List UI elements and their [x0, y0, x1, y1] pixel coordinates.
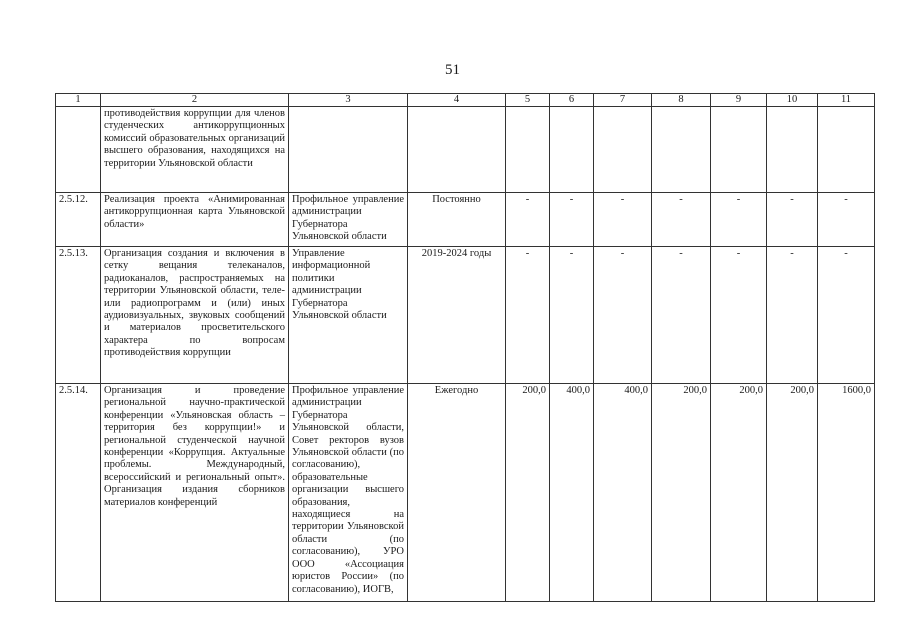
- row-name: Организация создания и включения в сетку вещания телеканалов, радиоканалов, распространяемых на территории Ульяновской области, теле- или радиопрограмм и (или) иных аудиовизуальных, звуковых сообщений и материалов просветительского характера по вопросам противодействия коррупции: [101, 247, 289, 384]
- row-value: [550, 107, 594, 193]
- row-value: 400,0: [594, 384, 652, 602]
- row-value: -: [506, 193, 550, 247]
- header-cell: 8: [652, 94, 711, 107]
- row-value: -: [818, 193, 875, 247]
- row-value: -: [767, 193, 818, 247]
- header-cell: 4: [408, 94, 506, 107]
- row-value: -: [594, 193, 652, 247]
- row-number: 2.5.14.: [56, 384, 101, 602]
- row-value: [594, 107, 652, 193]
- row-value: -: [711, 193, 767, 247]
- header-cell: 9: [711, 94, 767, 107]
- header-cell: 11: [818, 94, 875, 107]
- header-cell: 6: [550, 94, 594, 107]
- header-cell: 3: [289, 94, 408, 107]
- header-cell: 5: [506, 94, 550, 107]
- row-name: Организация и проведение региональной научно-практической конференции «Ульяновская область – территория без коррупции!» и региональной студенческой научной конференции «Коррупция. Актуальные проблемы. Международный, всероссийский и региональный опыт». Организация издания сборников материалов конференций: [101, 384, 289, 602]
- row-number: [56, 107, 101, 193]
- header-cell: 1: [56, 94, 101, 107]
- row-value: 1600,0: [818, 384, 875, 602]
- header-cell: 10: [767, 94, 818, 107]
- page-number: 51: [445, 62, 460, 78]
- row-value: -: [506, 247, 550, 384]
- row-value: -: [818, 247, 875, 384]
- row-value: -: [767, 247, 818, 384]
- row-value: 200,0: [767, 384, 818, 602]
- plan-table: [55, 93, 875, 602]
- row-term: [408, 107, 506, 193]
- table-row: [56, 193, 875, 247]
- row-number: 2.5.13.: [56, 247, 101, 384]
- table-row: [56, 384, 875, 602]
- row-name: противодействия коррупции для членов студенческих антикоррупционных комиссий образовательных организаций высшего образования, находящихся на территории Ульяновской области: [101, 107, 289, 193]
- row-value: -: [550, 247, 594, 384]
- row-value: [652, 107, 711, 193]
- row-term: Постоянно: [408, 193, 506, 247]
- row-executor: [289, 107, 408, 193]
- header-cell: 7: [594, 94, 652, 107]
- row-term: Ежегодно: [408, 384, 506, 602]
- row-value: -: [652, 193, 711, 247]
- row-value: [767, 107, 818, 193]
- table-row: [56, 107, 875, 193]
- row-value: -: [652, 247, 711, 384]
- row-value: 200,0: [711, 384, 767, 602]
- row-value: -: [711, 247, 767, 384]
- row-value: -: [550, 193, 594, 247]
- row-value: [818, 107, 875, 193]
- row-executor: Профильное управление администрации Губернатора Ульяновской области, Совет ректоров вузов Ульяновской области (по согласованию), образовательные организации высшего образования, находящиеся на территории Ульяновской области (по согласованию), УРО ООО «Ассоциация юристов России» (по согласованию), ИОГВ,: [289, 384, 408, 602]
- row-value: 400,0: [550, 384, 594, 602]
- row-executor: Профильное управление администрации Губернатора Ульяновской области: [289, 193, 408, 247]
- row-name: Реализация проекта «Анимированная антикоррупционная карта Ульяновской области»: [101, 193, 289, 247]
- row-value: [711, 107, 767, 193]
- row-number: 2.5.12.: [56, 193, 101, 247]
- table-header-row: [56, 94, 875, 107]
- row-value: [506, 107, 550, 193]
- row-value: -: [594, 247, 652, 384]
- header-cell: 2: [101, 94, 289, 107]
- row-executor: Управление информационной политики администрации Губернатора Ульяновской области: [289, 247, 408, 384]
- row-term: 2019-2024 годы: [408, 247, 506, 384]
- table-row: [56, 247, 875, 384]
- row-value: 200,0: [506, 384, 550, 602]
- row-value: 200,0: [652, 384, 711, 602]
